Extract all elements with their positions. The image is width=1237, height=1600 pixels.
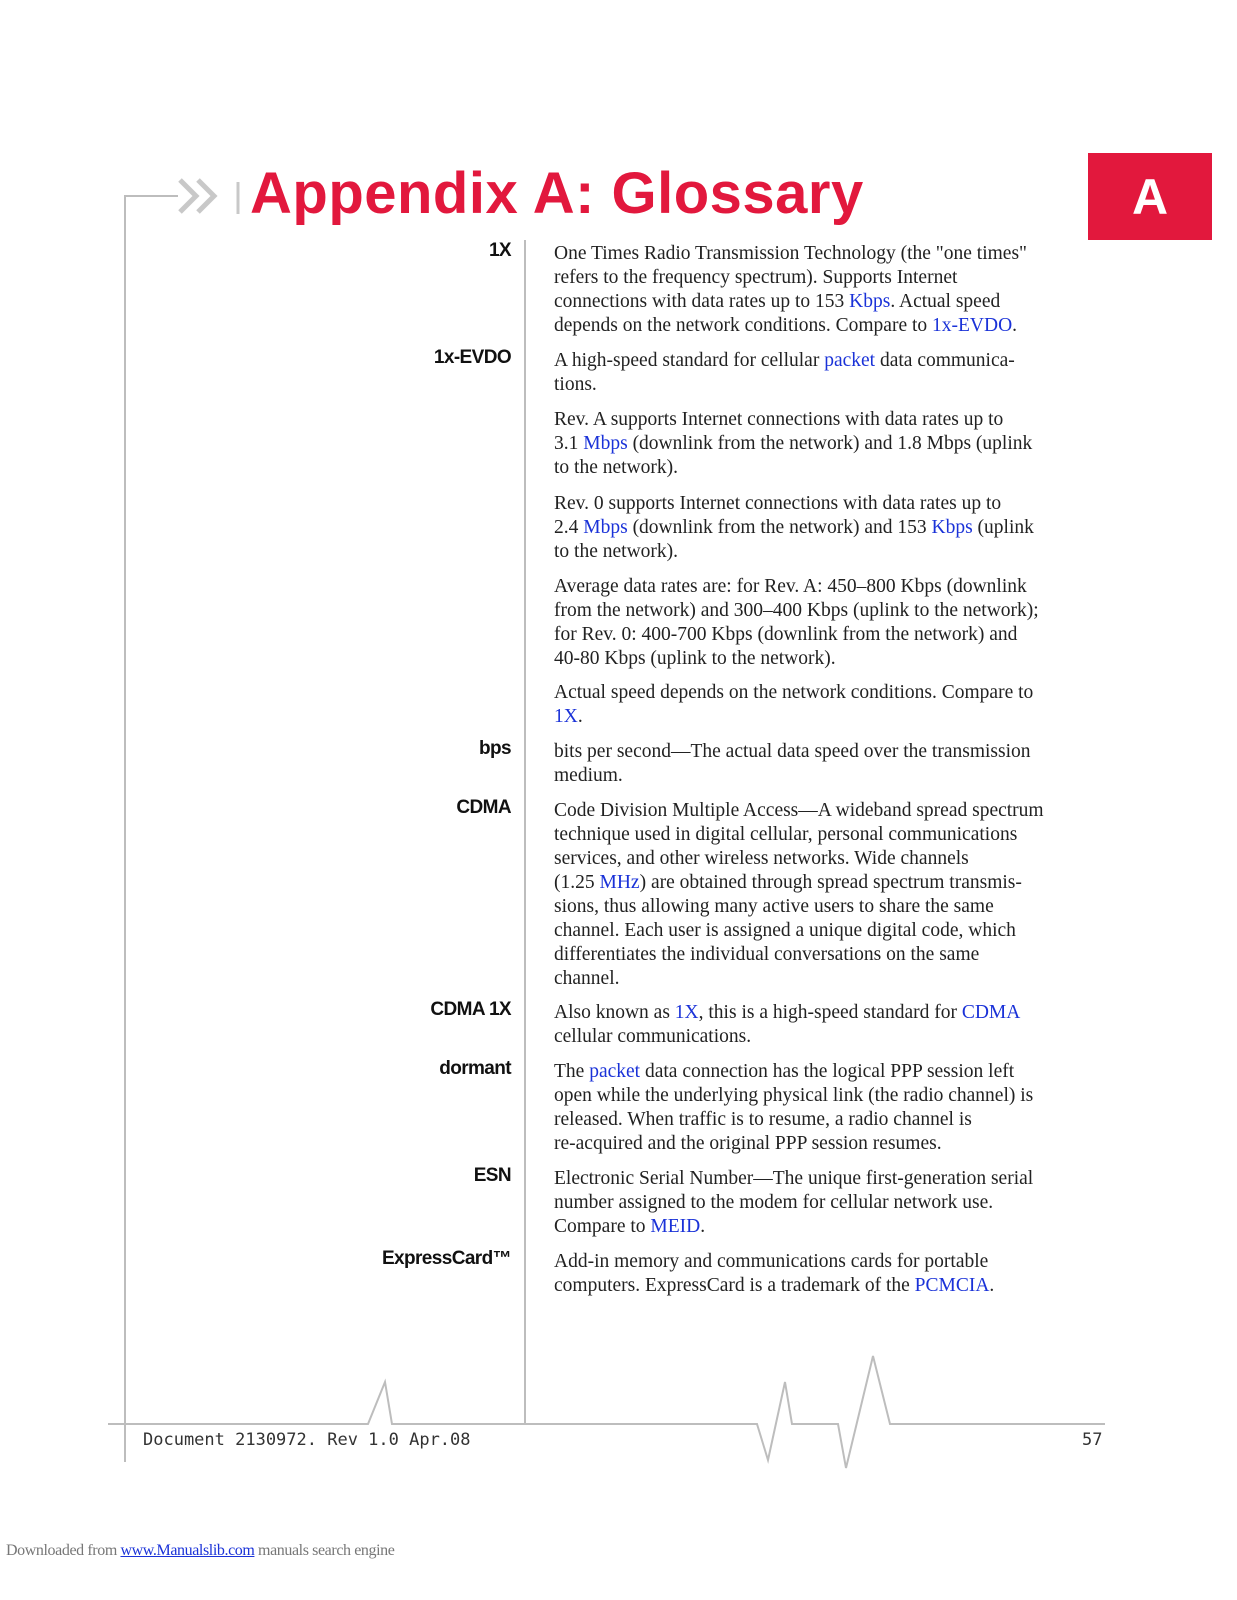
definition-text: cellular communications.	[554, 1026, 752, 1047]
definition-text: Also known as	[554, 1002, 675, 1023]
glossary-definition	[554, 1060, 1106, 1156]
download-note	[6, 1542, 394, 1560]
definition-text: , this is a high-speed standard for	[698, 1002, 962, 1023]
definition-text: from the network) and 300–400 Kbps (uplink to the network);	[554, 600, 1039, 621]
definition-line	[554, 516, 1106, 540]
definition-line	[554, 647, 1106, 671]
glossary-definition	[554, 408, 1106, 480]
definition-text: to the network).	[554, 541, 679, 562]
glossary-definition	[554, 1250, 1106, 1298]
definition-line	[554, 967, 1106, 991]
glossary-term: ESN	[473, 1165, 511, 1186]
cross-reference-link[interactable]: packet	[824, 350, 876, 371]
glossary-definition	[554, 575, 1106, 671]
definition-line	[554, 575, 1106, 599]
glossary-term: 1X	[488, 240, 511, 261]
definition-text: sions, thus allowing many active users to share the same	[554, 896, 994, 917]
glossary-definition	[554, 349, 1106, 397]
glossary-term: dormant	[439, 1058, 511, 1079]
definition-text: Rev. A supports Internet connections with data rates up to	[554, 409, 1004, 430]
cross-reference-link[interactable]: 1x-EVDO	[932, 315, 1013, 336]
glossary-term: 1x-EVDO	[433, 347, 511, 368]
definition-line	[554, 266, 1106, 290]
definition-text: for Rev. 0: 400-700 Kbps (downlink from the network) and	[554, 624, 1018, 645]
definition-line	[554, 1108, 1106, 1132]
definition-text: Compare to	[554, 1216, 651, 1237]
page-title: Appendix A: Glossary	[250, 161, 864, 226]
definition-text: (1.25	[554, 872, 600, 893]
definition-text: 40-80 Kbps (uplink to the network).	[554, 648, 836, 669]
definition-text: A high-speed standard for cellular	[554, 350, 825, 371]
definition-line	[554, 492, 1106, 516]
definition-text: One Times Radio Transmission Technology (the "one times"	[554, 243, 1027, 264]
definition-text: (downlink from the network) and 153	[627, 517, 932, 538]
definition-line	[554, 456, 1106, 480]
definition-line	[554, 740, 1106, 764]
page-number: 57	[1082, 1430, 1103, 1450]
chevron-arrows-icon	[178, 176, 242, 216]
definition-text: (downlink from the network) and 1.8 Mbps (uplink	[627, 433, 1033, 454]
cross-reference-link[interactable]: Mbps	[583, 517, 628, 538]
glossary-definition	[554, 242, 1106, 338]
definition-line	[554, 408, 1106, 432]
definition-line	[554, 1060, 1106, 1084]
cross-reference-link[interactable]: MHz	[599, 872, 640, 893]
left-rule	[125, 196, 178, 1462]
definition-text: data connection has the logical PPP session left	[640, 1061, 1015, 1082]
cross-reference-link[interactable]: packet	[589, 1061, 641, 1082]
definition-line	[554, 1250, 1106, 1274]
definition-text: . Actual speed	[890, 291, 1001, 312]
definition-line	[554, 1191, 1106, 1215]
definition-line	[554, 1132, 1106, 1156]
definition-text: 3.1	[554, 433, 584, 454]
definition-text: released. When traffic is to resume, a radio channel is	[554, 1109, 972, 1130]
definition-line	[554, 799, 1106, 823]
cross-reference-link[interactable]: 1X	[554, 706, 578, 727]
definition-text: services, and other wireless networks. Wide channels	[554, 848, 969, 869]
definition-text: Average data rates are: for Rev. A: 450–800 Kbps (downlink	[554, 576, 1027, 597]
definition-line	[554, 1001, 1106, 1025]
definition-text: ) are obtained through spread spectrum transmis-	[639, 872, 1022, 893]
definition-line	[554, 847, 1106, 871]
definition-line	[554, 919, 1106, 943]
cross-reference-link[interactable]: PCMCIA	[914, 1275, 990, 1296]
definition-text: Add-in memory and communications cards for portable	[554, 1251, 989, 1272]
definition-line	[554, 242, 1106, 266]
glossary-term: CDMA	[456, 797, 511, 818]
definition-line	[554, 895, 1106, 919]
definition-line	[554, 623, 1106, 647]
definition-text: .	[1012, 315, 1018, 336]
definition-text: Code Division Multiple Access—A wideband spread spectrum	[554, 800, 1044, 821]
download-suffix: manuals search engine	[254, 1542, 395, 1559]
definition-text: differentiates the individual conversations on the same	[554, 944, 980, 965]
definition-line	[554, 764, 1106, 788]
definition-line	[554, 1025, 1106, 1049]
definition-line	[554, 540, 1106, 564]
definition-text: data communica-	[875, 350, 1015, 371]
definition-text: computers. ExpressCard is a trademark of the	[554, 1275, 915, 1296]
glossary-definition	[554, 799, 1106, 991]
definition-text: connections with data rates up to 153	[554, 291, 850, 312]
glossary-term: ExpressCard™	[381, 1248, 511, 1269]
definition-text: technique used in digital cellular, personal communications	[554, 824, 1018, 845]
cross-reference-link[interactable]: 1X	[674, 1002, 699, 1023]
definition-text: The	[554, 1061, 590, 1082]
definition-line	[554, 1274, 1106, 1298]
definition-text: 2.4	[554, 517, 584, 538]
cross-reference-link[interactable]: Kbps	[931, 517, 973, 538]
appendix-tab: A	[1088, 153, 1212, 240]
definition-text: refers to the frequency spectrum). Supports Internet	[554, 267, 958, 288]
definition-text: number assigned to the modem for cellular network use.	[554, 1192, 994, 1213]
definition-line	[554, 943, 1106, 967]
footer-document-info: Document 2130972. Rev 1.0 Apr.08	[143, 1430, 471, 1450]
definition-text: bits per second—The actual data speed over the transmission	[554, 741, 1031, 762]
definition-line	[554, 871, 1106, 895]
definition-text: (uplink	[972, 517, 1034, 538]
definition-text: Electronic Serial Number—The unique first-generation serial	[554, 1168, 1034, 1189]
cross-reference-link[interactable]: MEID	[650, 1216, 701, 1237]
download-prefix: Downloaded from	[6, 1542, 121, 1559]
definition-text: .	[577, 706, 583, 727]
definition-text: .	[989, 1275, 995, 1296]
definition-text: to the network).	[554, 457, 679, 478]
cross-reference-link[interactable]: Kbps	[849, 291, 891, 312]
definition-line	[554, 823, 1106, 847]
cross-reference-link[interactable]: CDMA	[961, 1002, 1021, 1023]
cross-reference-link[interactable]: Mbps	[583, 433, 628, 454]
glossary-definition	[554, 1167, 1106, 1239]
definition-line	[554, 681, 1106, 705]
definition-line	[554, 349, 1106, 373]
definition-line	[554, 705, 1106, 729]
definition-text: open while the underlying physical link (the radio channel) is	[554, 1085, 1034, 1106]
glossary-term: bps	[479, 738, 511, 759]
manualslib-link[interactable]: www.Manualslib.com	[120, 1542, 255, 1559]
heartbeat-line	[108, 1356, 1105, 1468]
definition-line	[554, 1084, 1106, 1108]
definition-text: .	[700, 1216, 706, 1237]
glossary-definition	[554, 492, 1106, 564]
definition-line	[554, 599, 1106, 623]
definition-text: channel. Each user is assigned a unique digital code, which	[554, 920, 1016, 941]
definition-line	[554, 432, 1106, 456]
definition-line	[554, 290, 1106, 314]
glossary-definition	[554, 740, 1106, 788]
definition-line	[554, 373, 1106, 397]
definition-text: re-acquired and the original PPP session resumes.	[554, 1133, 942, 1154]
definition-line	[554, 1167, 1106, 1191]
definition-line	[554, 1215, 1106, 1239]
definition-text: Rev. 0 supports Internet connections with data rates up to	[554, 493, 1002, 514]
definition-text: depends on the network conditions. Compare to	[554, 315, 933, 336]
glossary-definition	[554, 681, 1106, 729]
definition-text: medium.	[554, 765, 623, 786]
definition-text: tions.	[554, 374, 597, 395]
glossary-term: CDMA 1X	[430, 999, 511, 1020]
glossary-definition	[554, 1001, 1106, 1049]
definition-text: channel.	[554, 968, 620, 989]
definition-text: Actual speed depends on the network conditions. Compare to	[554, 682, 1034, 703]
definition-line	[554, 314, 1106, 338]
